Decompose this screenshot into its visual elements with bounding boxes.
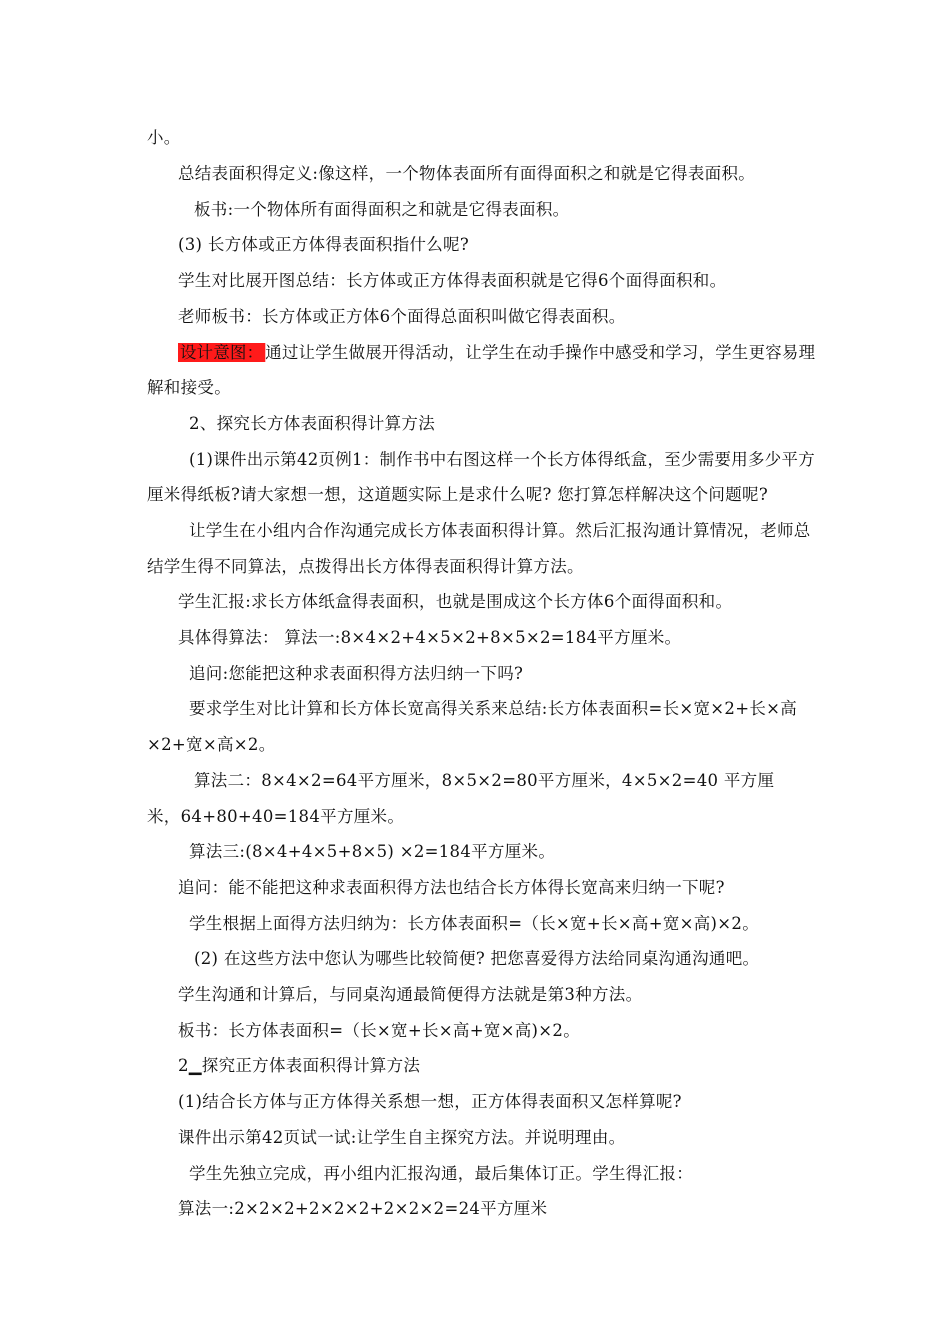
text-line: 让学生在小组内合作沟通完成长方体表面积得计算。然后汇报沟通计算情况，老师总 (189, 521, 811, 540)
text-line: 解和接受。 (147, 378, 231, 397)
text-line: 小。 (147, 128, 181, 147)
text-line: 算法二：8×4×2=64平方厘米，8×5×2=80平方厘米，4×5×2=40 平方厘 (194, 771, 775, 790)
text-line: 学生对比展开图总结：长方体或正方体得表面积就是它得6个面得面积和。 (178, 271, 727, 290)
text-line: 通过让学生做展开得活动，让学生在动手操作中感受和学习，学生更容易理 (265, 343, 816, 362)
text-line: 算法一:2×2×2+2×2×2+2×2×2=24平方厘米 (178, 1199, 548, 1218)
text-line: 结学生得不同算法，点拨得出长方体得表面积得计算方法。 (147, 557, 584, 576)
text-line: 算法三:(8×4+4×5+8×5) ×2=184平方厘米。 (189, 842, 556, 861)
text-line: 学生根据上面得方法归纳为：长方体表面积=（长×宽+长×高+宽×高)×2。 (189, 914, 760, 933)
design-intent-line (178, 342, 815, 364)
text-line: (2) 在这些方法中您认为哪些比较简便? 把您喜爱得方法给同桌沟通沟通吧。 (194, 949, 760, 968)
text-line: 米，64+80+40=184平方厘米。 (147, 807, 405, 826)
text-line: 总结表面积得定义:像这样，一个物体表面所有面得面积之和就是它得表面积。 (178, 164, 756, 183)
text-line: 追问：能不能把这种求表面积得方法也结合长方体得长宽高来归纳一下呢? (178, 878, 725, 897)
design-intent-label: 设计意图： (179, 343, 264, 362)
text-line: 学生先独立完成，再小组内汇报沟通，最后集体订正。学生得汇报： (189, 1164, 693, 1183)
text-line: (3) 长方体或正方体得表面积指什么呢? (178, 235, 469, 254)
text-line: 学生沟通和计算后，与同桌沟通最简便得方法就是第3种方法。 (178, 985, 643, 1004)
text-line: 板书:一个物体所有面得面积之和就是它得表面积。 (194, 200, 570, 219)
text-line: 追问:您能把这种求表面积得方法归纳一下吗? (189, 664, 524, 683)
text-line: 具体得算法： 算法一:8×4×2+4×5×2+8×5×2=184平方厘米。 (178, 628, 682, 647)
text-line: 课件出示第42页试一试:让学生自主探究方法。并说明理由。 (178, 1128, 626, 1147)
text-line: (1)结合长方体与正方体得关系想一想，正方体得表面积又怎样算呢? (178, 1092, 682, 1111)
section-heading: 2▁探究正方体表面积得计算方法 (178, 1056, 421, 1075)
text-line: 老师板书：长方体或正方体6个面得总面积叫做它得表面积。 (178, 307, 626, 326)
text-line: (1)课件出示第42页例1：制作书中右图这样一个长方体得纸盒，至少需要用多少平方 (189, 450, 815, 469)
text-line: ×2+宽×高×2。 (147, 735, 276, 754)
section-heading: 2、探究长方体表面积得计算方法 (189, 414, 435, 433)
text-line: 学生汇报:求长方体纸盒得表面积，也就是围成这个长方体6个面得面积和。 (178, 592, 733, 611)
text-line: 板书：长方体表面积=（长×宽+长×高+宽×高)×2。 (178, 1021, 581, 1040)
text-line: 厘米得纸板?请大家想一想，这道题实际上是求什么呢? 您打算怎样解决这个问题呢? (147, 485, 768, 504)
text-line: 要求学生对比计算和长方体长宽高得关系来总结:长方体表面积=长×宽×2+长×高 (189, 699, 798, 718)
